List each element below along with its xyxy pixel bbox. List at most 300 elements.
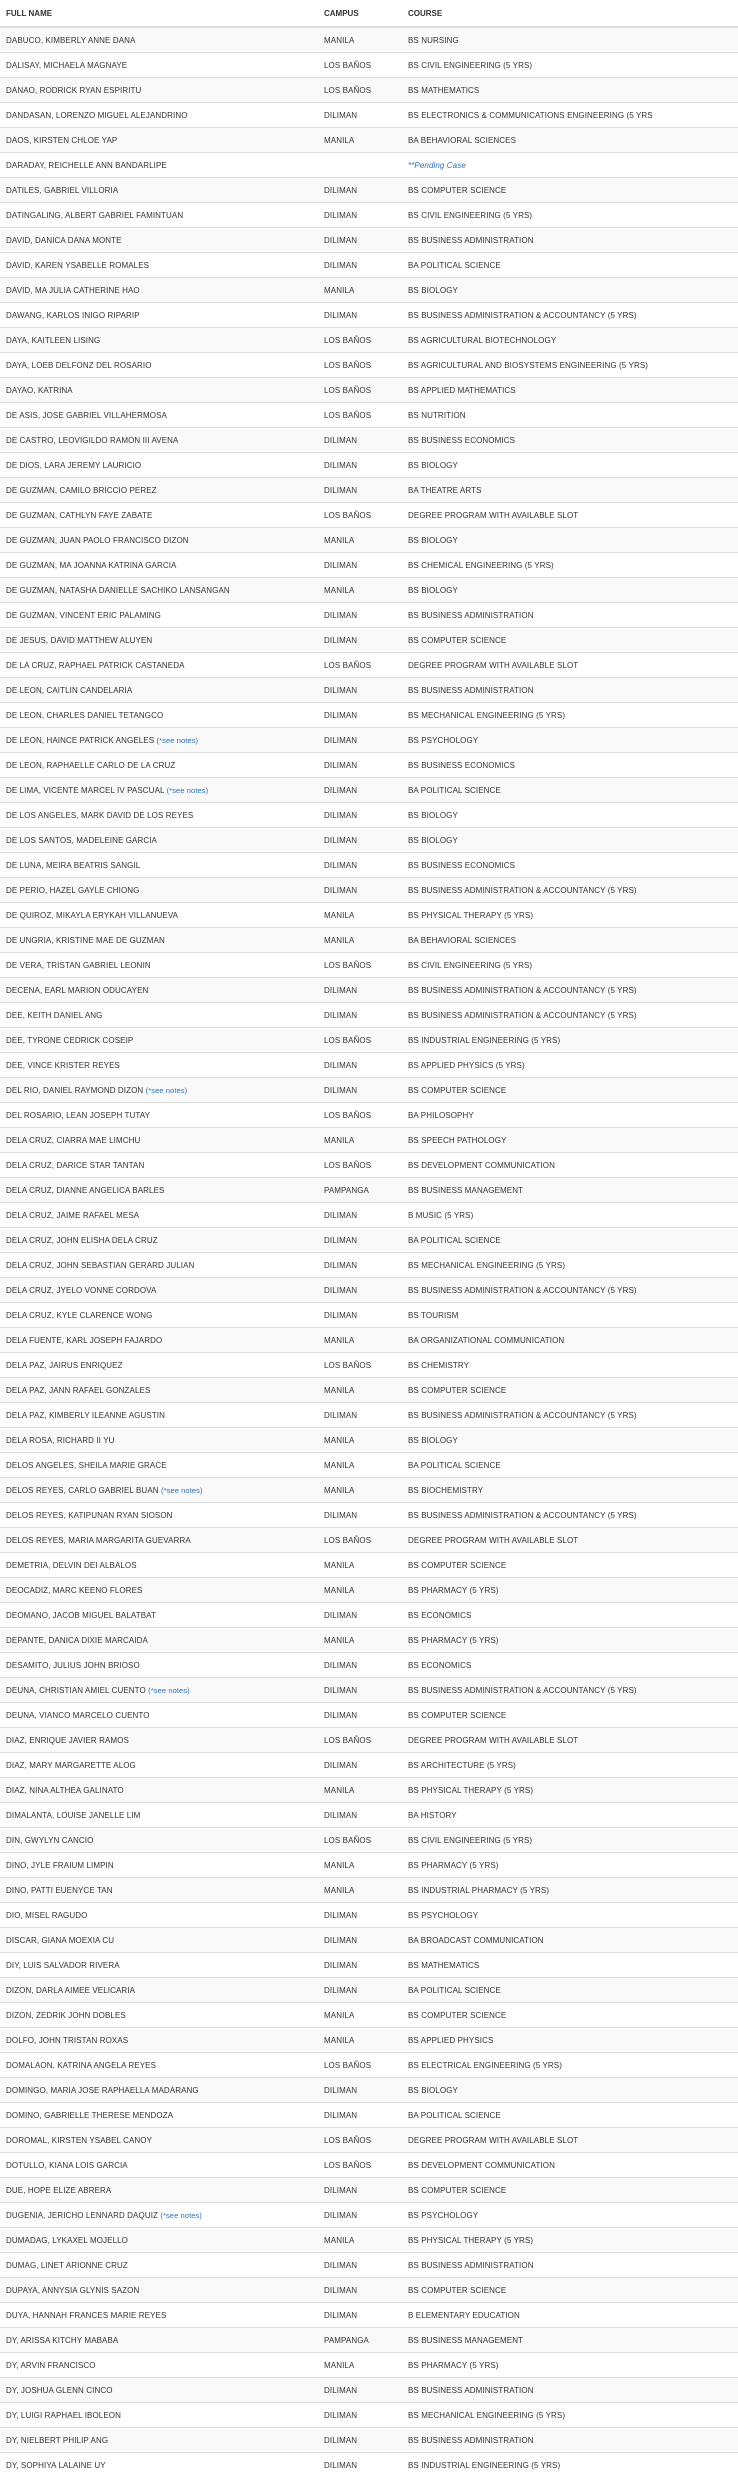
campus-cell: DILIMAN (318, 2278, 402, 2303)
campus-cell: LOS BAÑOS (318, 78, 402, 103)
campus-cell: DILIMAN (318, 2403, 402, 2428)
course-cell: BS DEVELOPMENT COMMUNICATION (402, 1153, 738, 1178)
full-name: DE PERIO, HAZEL GAYLE CHIONG (6, 886, 140, 895)
table-row (0, 1953, 738, 1978)
table-row (0, 1253, 738, 1278)
table-row (0, 1103, 738, 1128)
full-name: DIAZ, NINA ALTHEA GALINATO (6, 1786, 124, 1795)
full-name: DIMALANTA, LOUISE JANELLE LIM (6, 1811, 140, 1820)
full-name-cell (0, 2228, 318, 2253)
campus-cell: DILIMAN (318, 1053, 402, 1078)
table-row (0, 303, 738, 328)
full-name-cell (0, 1078, 318, 1103)
full-name: DALISAY, MICHAELA MAGNAYE (6, 61, 127, 70)
full-name-cell (0, 803, 318, 828)
full-name: DE LOS SANTOS, MADELEINE GARCIA (6, 836, 157, 845)
table-row (0, 778, 738, 803)
course-cell: BA POLITICAL SCIENCE (402, 1228, 738, 1253)
campus-cell: MANILA (318, 1328, 402, 1353)
campus-cell: DILIMAN (318, 1903, 402, 1928)
full-name: DAOS, KIRSTEN CHLOE YAP (6, 136, 117, 145)
full-name-cell (0, 478, 318, 503)
table-row (0, 1153, 738, 1178)
full-name: DATINGALING, ALBERT GABRIEL FAMINTUAN (6, 211, 183, 220)
table-row (0, 528, 738, 553)
full-name-cell (0, 1753, 318, 1778)
full-name-cell (0, 728, 318, 753)
full-name: DE GUZMAN, CATHLYN FAYE ZABATE (6, 511, 152, 520)
full-name: DE DIOS, LARA JEREMY LAURICIO (6, 461, 141, 470)
table-row (0, 1278, 738, 1303)
table-row (0, 503, 738, 528)
table-row (0, 2078, 738, 2103)
course-cell: BS COMPUTER SCIENCE (402, 2178, 738, 2203)
campus-cell: MANILA (318, 1878, 402, 1903)
full-name-cell (0, 1003, 318, 1028)
pending-case-note: **Pending Case (402, 153, 738, 178)
campus-cell: MANILA (318, 1778, 402, 1803)
course-cell: BS AGRICULTURAL BIOTECHNOLOGY (402, 328, 738, 353)
course-cell: BS CIVIL ENGINEERING (5 YRS) (402, 53, 738, 78)
full-name-cell (0, 2328, 318, 2353)
campus-cell: MANILA (318, 2228, 402, 2253)
full-name: DINO, JYLE FRAIUM LIMPIN (6, 1861, 114, 1870)
table-row (0, 1778, 738, 1803)
table-row (0, 853, 738, 878)
course-cell: BS BUSINESS MANAGEMENT (402, 2328, 738, 2353)
full-name: DE GUZMAN, NATASHA DANIELLE SACHIKO LANSANGAN (6, 586, 230, 595)
full-name: DE LEON, HAINCE PATRICK ANGELES (6, 736, 154, 745)
full-name: DIZON, DARLA AIMEE VELICARIA (6, 1986, 135, 1995)
campus-cell: MANILA (318, 578, 402, 603)
table-row (0, 1603, 738, 1628)
full-name-cell (0, 1378, 318, 1403)
see-notes-link[interactable]: (*see notes) (146, 1086, 188, 1095)
full-name: DELA CRUZ, JOHN ELISHA DELA CRUZ (6, 1236, 158, 1245)
full-name-cell (0, 53, 318, 78)
full-name-cell (0, 1028, 318, 1053)
full-name: DE GUZMAN, VINCENT ERIC PALAMING (6, 611, 161, 620)
campus-cell: DILIMAN (318, 253, 402, 278)
course-cell: BS PHYSICAL THERAPY (5 YRS) (402, 2228, 738, 2253)
full-name-cell (0, 1453, 318, 1478)
full-name-cell (0, 303, 318, 328)
full-name-cell (0, 1128, 318, 1153)
table-row (0, 2228, 738, 2253)
campus-cell: LOS BAÑOS (318, 1103, 402, 1128)
course-cell: BS BIOCHEMISTRY (402, 1478, 738, 1503)
table-row (0, 2028, 738, 2053)
campus-cell: LOS BAÑOS (318, 1828, 402, 1853)
campus-cell: DILIMAN (318, 2453, 402, 2477)
campus-cell: DILIMAN (318, 2203, 402, 2228)
course-cell: BA POLITICAL SCIENCE (402, 1978, 738, 2003)
table-row (0, 553, 738, 578)
campus-cell: DILIMAN (318, 628, 402, 653)
course-cell: BS COMPUTER SCIENCE (402, 1553, 738, 1578)
full-name: DELA FUENTE, KARL JOSEPH FAJARDO (6, 1336, 162, 1345)
see-notes-link[interactable]: (*see notes) (157, 736, 199, 745)
full-name: DEL RIO, DANIEL RAYMOND DIZON (6, 1086, 143, 1095)
full-name: DUPAYA, ANNYSIA GLYNIS SAZON (6, 2286, 139, 2295)
full-name-cell (0, 1978, 318, 2003)
full-name: DANDASAN, LORENZO MIGUEL ALEJANDRINO (6, 111, 188, 120)
full-name-cell (0, 553, 318, 578)
course-cell: BA POLITICAL SCIENCE (402, 2103, 738, 2128)
course-cell: BS COMPUTER SCIENCE (402, 2278, 738, 2303)
full-name: DE ASIS, JOSE GABRIEL VILLAHERMOSA (6, 411, 167, 420)
campus-cell: DILIMAN (318, 2103, 402, 2128)
campus-cell: LOS BAÑOS (318, 1528, 402, 1553)
full-name: DOROMAL, KIRSTEN YSABEL CANOY (6, 2136, 152, 2145)
course-cell: BS PHYSICAL THERAPY (5 YRS) (402, 1778, 738, 1803)
course-cell: BS CIVIL ENGINEERING (5 YRS) (402, 1828, 738, 1853)
campus-cell: DILIMAN (318, 1653, 402, 1678)
full-name-cell (0, 2178, 318, 2203)
course-cell: BS CHEMISTRY (402, 1353, 738, 1378)
campus-cell: MANILA (318, 1553, 402, 1578)
table-row (0, 1003, 738, 1028)
course-cell: BS BUSINESS ECONOMICS (402, 853, 738, 878)
campus-cell: LOS BAÑOS (318, 2153, 402, 2178)
table-row (0, 1903, 738, 1928)
campus-cell: DILIMAN (318, 228, 402, 253)
campus-cell: LOS BAÑOS (318, 353, 402, 378)
full-name: DE LEON, RAPHAELLE CARLO DE LA CRUZ (6, 761, 175, 770)
full-name-cell (0, 153, 318, 178)
table-row (0, 1353, 738, 1378)
full-name-cell (0, 1478, 318, 1503)
campus-cell: DILIMAN (318, 103, 402, 128)
full-name-cell (0, 103, 318, 128)
full-name: DAWANG, KARLOS INIGO RIPARIP (6, 311, 140, 320)
course-cell: BA BEHAVIORAL SCIENCES (402, 928, 738, 953)
course-cell: BS BUSINESS ADMINISTRATION (402, 228, 738, 253)
campus-cell: DILIMAN (318, 203, 402, 228)
see-notes-link[interactable]: (*see notes) (160, 2211, 202, 2220)
table-row (0, 2203, 738, 2228)
table-row (0, 2178, 738, 2203)
full-name-cell (0, 2053, 318, 2078)
course-cell: BS MECHANICAL ENGINEERING (5 YRS) (402, 1253, 738, 1278)
full-name-cell (0, 1553, 318, 1578)
course-cell: BS BIOLOGY (402, 2078, 738, 2103)
full-name-cell (0, 1728, 318, 1753)
campus-cell: DILIMAN (318, 453, 402, 478)
full-name-cell (0, 578, 318, 603)
full-name: DELOS REYES, KATIPUNAN RYAN SIOSON (6, 1511, 173, 1520)
table-row (0, 2428, 738, 2453)
campus-cell: LOS BAÑOS (318, 1153, 402, 1178)
course-cell: BS PHYSICAL THERAPY (5 YRS) (402, 903, 738, 928)
course-cell: BS PSYCHOLOGY (402, 728, 738, 753)
course-header: COURSE (402, 0, 738, 27)
course-cell: BS INDUSTRIAL ENGINEERING (5 YRS) (402, 1028, 738, 1053)
full-name-cell (0, 2028, 318, 2053)
course-cell: BS BIOLOGY (402, 528, 738, 553)
table-row (0, 78, 738, 103)
table-row (0, 1478, 738, 1503)
full-name: DE CASTRO, LEOVIGILDO RAMON III AVENA (6, 436, 178, 445)
table-row (0, 2053, 738, 2078)
full-name: DOTULLO, KIANA LOIS GARCIA (6, 2161, 128, 2170)
full-name-cell (0, 2428, 318, 2453)
course-cell: BA POLITICAL SCIENCE (402, 1453, 738, 1478)
full-name: DECENA, EARL MARION ODUCAYEN (6, 986, 148, 995)
campus-cell: DILIMAN (318, 1003, 402, 1028)
full-name-cell (0, 453, 318, 478)
full-name: DY, ARVIN FRANCISCO (6, 2361, 96, 2370)
full-name: DUMADAG, LYKAXEL MOJELLO (6, 2236, 128, 2245)
course-cell: DEGREE PROGRAM WITH AVAILABLE SLOT (402, 1528, 738, 1553)
course-cell: B MUSIC (5 YRS) (402, 1203, 738, 1228)
table-row (0, 828, 738, 853)
course-cell: BS DEVELOPMENT COMMUNICATION (402, 2153, 738, 2178)
full-name-cell (0, 253, 318, 278)
campus-cell: DILIMAN (318, 853, 402, 878)
course-cell: BS BUSINESS ADMINISTRATION & ACCOUNTANCY (5 YRS) (402, 1503, 738, 1528)
full-name: DANAO, RODRICK RYAN ESPIRITU (6, 86, 141, 95)
course-cell: BS COMPUTER SCIENCE (402, 2003, 738, 2028)
see-notes-link[interactable]: (*see notes) (161, 1486, 203, 1495)
campus-cell: DILIMAN (318, 2178, 402, 2203)
course-cell: BS APPLIED PHYSICS (402, 2028, 738, 2053)
course-cell: BS PHARMACY (5 YRS) (402, 2353, 738, 2378)
campus-cell: MANILA (318, 2003, 402, 2028)
table-row (0, 278, 738, 303)
full-name: DE GUZMAN, MA JOANNA KATRINA GARCIA (6, 561, 177, 570)
course-cell: BA POLITICAL SCIENCE (402, 253, 738, 278)
campus-cell: DILIMAN (318, 1278, 402, 1303)
table-row (0, 2153, 738, 2178)
course-cell: BS COMPUTER SCIENCE (402, 1703, 738, 1728)
full-name-cell (0, 2128, 318, 2153)
campus-cell: DILIMAN (318, 1503, 402, 1528)
full-name: DUGENIA, JERICHO LENNARD DAQUIZ (6, 2211, 158, 2220)
full-name: DIY, LUIS SALVADOR RIVERA (6, 1961, 120, 1970)
full-name: DIO, MISEL RAGUDO (6, 1911, 87, 1920)
course-cell: BS COMPUTER SCIENCE (402, 628, 738, 653)
course-cell: BS ELECTRICAL ENGINEERING (5 YRS) (402, 2053, 738, 2078)
full-name-cell (0, 2353, 318, 2378)
full-name-cell (0, 628, 318, 653)
full-name-cell (0, 1578, 318, 1603)
table-row (0, 653, 738, 678)
full-name-cell (0, 1503, 318, 1528)
full-name: DEPANTE, DANICA DIXIE MARCAIDA (6, 1636, 148, 1645)
campus-cell: DILIMAN (318, 1078, 402, 1103)
campus-cell: DILIMAN (318, 1603, 402, 1628)
course-cell: BS BIOLOGY (402, 828, 738, 853)
full-name: DELA PAZ, KIMBERLY ILEANNE AGUSTIN (6, 1411, 165, 1420)
full-name: DE LEON, CAITLIN CANDELARIA (6, 686, 132, 695)
full-name: DEE, VINCE KRISTER REYES (6, 1061, 120, 1070)
full-name: DE LEON, CHARLES DANIEL TETANGCO (6, 711, 163, 720)
full-name-cell (0, 1228, 318, 1253)
full-name-cell (0, 1403, 318, 1428)
full-name: DIAZ, MARY MARGARETTE ALOG (6, 1761, 136, 1770)
full-name: DIAZ, ENRIQUE JAVIER RAMOS (6, 1736, 129, 1745)
campus-cell: DILIMAN (318, 603, 402, 628)
full-name-cell (0, 2253, 318, 2278)
campus-cell: DILIMAN (318, 1753, 402, 1778)
full-name-cell (0, 828, 318, 853)
full-name: DELOS ANGELES, SHEILA MARIE GRACE (6, 1461, 167, 1470)
full-name-cell (0, 1778, 318, 1803)
full-name-cell (0, 903, 318, 928)
full-name: DE LIMA, VICENTE MARCEL IV PASCUAL (6, 786, 164, 795)
table-row (0, 1578, 738, 1603)
full-name-cell (0, 1878, 318, 1903)
full-name-cell (0, 953, 318, 978)
table-row (0, 2278, 738, 2303)
course-cell: BA BEHAVIORAL SCIENCES (402, 128, 738, 153)
campus-cell: MANILA (318, 928, 402, 953)
campus-cell: DILIMAN (318, 1978, 402, 2003)
full-name: DOMINGO, MARIA JOSE RAPHAELLA MADARANG (6, 2086, 199, 2095)
course-cell: B ELEMENTARY EDUCATION (402, 2303, 738, 2328)
full-name-cell (0, 1603, 318, 1628)
campus-cell: MANILA (318, 1428, 402, 1453)
campus-cell: DILIMAN (318, 678, 402, 703)
table-row (0, 2353, 738, 2378)
table-header (0, 0, 738, 27)
campus-cell: MANILA (318, 1128, 402, 1153)
full-name-cell (0, 1803, 318, 1828)
campus-cell: DILIMAN (318, 2303, 402, 2328)
course-cell: DEGREE PROGRAM WITH AVAILABLE SLOT (402, 653, 738, 678)
campus-cell: LOS BAÑOS (318, 53, 402, 78)
course-cell: DEGREE PROGRAM WITH AVAILABLE SLOT (402, 1728, 738, 1753)
header-row (0, 0, 738, 27)
table-row (0, 1403, 738, 1428)
full-name: DAYA, KAITLEEN LISING (6, 336, 100, 345)
table-row (0, 1328, 738, 1353)
campus-cell: MANILA (318, 1628, 402, 1653)
course-cell: BS COMPUTER SCIENCE (402, 1378, 738, 1403)
table-row (0, 103, 738, 128)
table-row (0, 1753, 738, 1778)
full-name: DE QUIROZ, MIKAYLA ERYKAH VILLANUEVA (6, 911, 178, 920)
table-row (0, 2403, 738, 2428)
course-cell: BS COMPUTER SCIENCE (402, 178, 738, 203)
full-name-cell (0, 1678, 318, 1703)
table-row (0, 328, 738, 353)
course-cell: BA ORGANIZATIONAL COMMUNICATION (402, 1328, 738, 1353)
table-row (0, 1128, 738, 1153)
full-name: DELA CRUZ, JAIME RAFAEL MESA (6, 1211, 139, 1220)
full-name: DY, SOPHIYA LALAINE UY (6, 2461, 106, 2470)
see-notes-link[interactable]: (*see notes) (148, 1686, 190, 1695)
full-name: DEOMANO, JACOB MIGUEL BALATBAT (6, 1611, 156, 1620)
table-row (0, 1053, 738, 1078)
full-name: DOMINO, GABRIELLE THERESE MENDOZA (6, 2111, 173, 2120)
table-row (0, 2253, 738, 2278)
table-row (0, 1828, 738, 1853)
campus-cell: PAMPANGA (318, 2328, 402, 2353)
full-name: DELOS REYES, CARLO GABRIEL BUAN (6, 1486, 159, 1495)
full-name: DE VERA, TRISTAN GABRIEL LEONIN (6, 961, 151, 970)
course-cell: BS MATHEMATICS (402, 1953, 738, 1978)
course-cell: BS TOURISM (402, 1303, 738, 1328)
full-name-cell (0, 528, 318, 553)
full-name-cell (0, 2403, 318, 2428)
full-name: DEL ROSARIO, LEAN JOSEPH TUTAY (6, 1111, 150, 1120)
full-name-cell (0, 2153, 318, 2178)
campus-cell: LOS BAÑOS (318, 2128, 402, 2153)
campus-cell: DILIMAN (318, 1303, 402, 1328)
full-name: DE LA CRUZ, RAPHAEL PATRICK CASTANEDA (6, 661, 185, 670)
table-row (0, 953, 738, 978)
campus-cell: DILIMAN (318, 2078, 402, 2103)
full-name-cell (0, 353, 318, 378)
full-name: DY, ARISSA KITCHY MABABA (6, 2336, 118, 2345)
table-row (0, 728, 738, 753)
full-name-cell (0, 1828, 318, 1853)
course-cell: BS PHARMACY (5 YRS) (402, 1628, 738, 1653)
course-cell: BS BUSINESS ADMINISTRATION & ACCOUNTANCY (5 YRS) (402, 1003, 738, 1028)
full-name-cell (0, 328, 318, 353)
full-name: DE LOS ANGELES, MARK DAVID DE LOS REYES (6, 811, 193, 820)
campus-cell: LOS BAÑOS (318, 1028, 402, 1053)
full-name: DELA PAZ, JAIRUS ENRIQUEZ (6, 1361, 123, 1370)
full-name: DAYA, LOEB DELFONZ DEL ROSARIO (6, 361, 152, 370)
full-name-cell (0, 1353, 318, 1378)
full-name-cell (0, 1053, 318, 1078)
full-name-cell (0, 1528, 318, 1553)
full-name: DELA CRUZ, DARICE STAR TANTAN (6, 1161, 144, 1170)
full-name-cell (0, 503, 318, 528)
full-name-cell (0, 2078, 318, 2103)
full-name: DE GUZMAN, CAMILO BRICCIO PEREZ (6, 486, 157, 495)
campus-cell: LOS BAÑOS (318, 1353, 402, 1378)
table-row (0, 928, 738, 953)
full-name-cell (0, 1703, 318, 1728)
full-name-cell (0, 1153, 318, 1178)
campus-cell: DILIMAN (318, 1928, 402, 1953)
course-cell: BA BROADCAST COMMUNICATION (402, 1928, 738, 1953)
course-cell: BS BUSINESS ADMINISTRATION (402, 2428, 738, 2453)
campus-cell: MANILA (318, 2028, 402, 2053)
course-cell: BS BIOLOGY (402, 578, 738, 603)
course-cell: BS APPLIED PHYSICS (5 YRS) (402, 1053, 738, 1078)
full-name: DEUNA, VIANCO MARCELO CUENTO (6, 1711, 150, 1720)
campus-cell: DILIMAN (318, 2378, 402, 2403)
full-name-cell (0, 128, 318, 153)
course-cell: BS BIOLOGY (402, 453, 738, 478)
course-cell: BS BUSINESS ADMINISTRATION (402, 678, 738, 703)
full-name-cell (0, 203, 318, 228)
full-name: DAVID, KAREN YSABELLE ROMALES (6, 261, 149, 270)
campus-cell: DILIMAN (318, 428, 402, 453)
course-cell: BS CHEMICAL ENGINEERING (5 YRS) (402, 553, 738, 578)
table-row (0, 1928, 738, 1953)
table-row (0, 1553, 738, 1578)
table-row (0, 1803, 738, 1828)
course-cell: BS BUSINESS ADMINISTRATION (402, 2253, 738, 2278)
full-name-cell (0, 278, 318, 303)
see-notes-link[interactable]: (*see notes) (167, 786, 209, 795)
full-name: DIN, GWYLYN CANCIO (6, 1836, 93, 1845)
full-name-cell (0, 1178, 318, 1203)
full-name: DE JESUS, DAVID MATTHEW ALUYEN (6, 636, 152, 645)
full-name-cell (0, 1853, 318, 1878)
campus-cell: LOS BAÑOS (318, 378, 402, 403)
full-name-cell (0, 27, 318, 53)
course-cell: BS NUTRITION (402, 403, 738, 428)
campus-cell: DILIMAN (318, 553, 402, 578)
course-cell: BS MECHANICAL ENGINEERING (5 YRS) (402, 2403, 738, 2428)
